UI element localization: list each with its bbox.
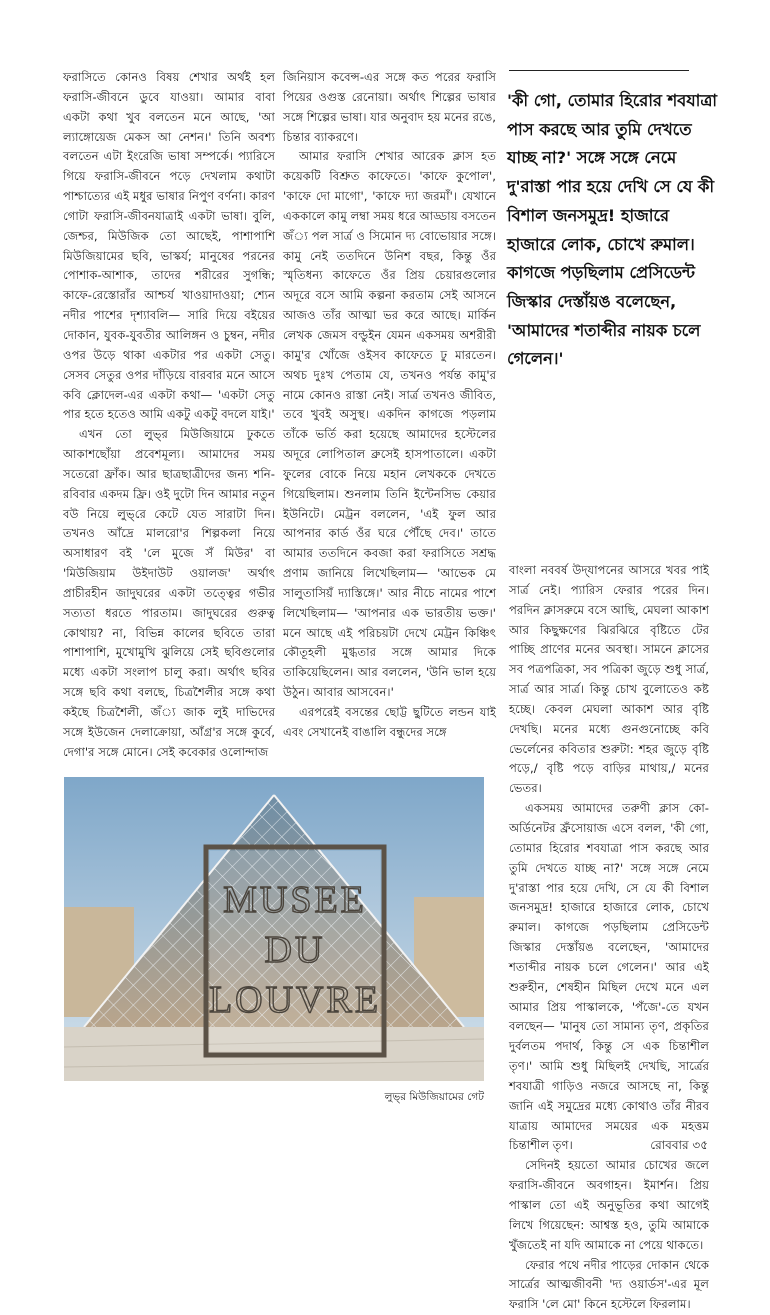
article-column-2 xyxy=(283,68,496,764)
paragraph: জিনিয়াস কবেন্স-এর সঙ্গে কত পরের ফরাসি পিয়ের ওগুস্ত রেনোয়া। অর্থাৎ শিল্পের ভাষার সঙ্গে শিল্পের ভাষা। যার অনুবাদ হয় মনের রঙে, চিন্তার ব্যাকরণে। xyxy=(283,70,496,144)
paragraph: এখন তো লুভ্‌র মিউজিয়ামে ঢুকতে আকাশছোঁয়া প্রবেশমূল্য। আমাদের সময় সতেরো ফ্রাঁক। আর ছাত্রছাত্রীদের জন্য শনি-রবিবার একদম ফ্রি। ওই দুটো দিন আমার নতুন বউ নিয়ে লুভ্‌রে কেটে যেত সারাটা দিন। তখনও আঁদ্রে মালরো'র শিল্পকলা নিয়ে অসাধারণ বই 'লে মুজে সঁ মিউর' বা 'মিউজিয়াম উইদাউট ওয়ালজ' অর্থাৎ প্রাচীরহীন জাদুঘরের একটা তত্ত্বের গভীর সত্যতা ধরতে পারতাম। জাদুঘরের গুরুত্ব কোথায়? না, বিভিন্ন কালের ছবিতে তারা পাশাপাশি, মুখোমুখি ঝুলিয়ে সেই ছবিগুলোর মধ্যে একটা সংলাপ চালু করা। অর্থাৎ ছবির সঙ্গে ছবি কথা বলছে, চিত্রশৈলীর সঙ্গে কথা কইছে চিত্রশৈলী, জঁ্য জাক লুই দাভিদের সঙ্গে ইউজেন দেলাক্রোয়া, আঁগ্র'র সঙ্গে কুর্বে, দেগা'র সঙ্গে মোনে। সেই কবেকার ওলোন্দাজ xyxy=(63,427,275,759)
sign-text-du: DU xyxy=(264,929,326,971)
paragraph: বাংলা নববর্ষ উদ্‌যাপনের আসরে খবর পাই সার্ত্র নেই। প্যারিস ফেরার পরের দিন। পরদিন ক্লাসরুমে বসে আছি, মেঘলা আকাশ আর কিছুক্ষণের ঝিরঝিরে বৃষ্টিতে টের পাচ্ছি প্রাণের মনের অবস্থা। সামনে ক্লাসের সব পত্রপত্রিকা, সব পত্রিকা জুড়ে শুধু সার্ত্র, সার্ত্র আর সার্ত্র। কিন্তু চোখ বুলোতেও কষ্ট হচ্ছে। কেবল মেঘলা আকাশ আর বৃষ্টি দেখছি। মনের মধ্যে গুনগুনোচ্ছে কবি ভের্লেনের কবিতার শুরুটা: শহর জুড়ে বৃষ্টি পড়ে,/ বৃষ্টি পড়ে বাড়ির মাথায়,/ মনের ভেতর। xyxy=(509,563,709,796)
page-folio: রোববার ৩৫ xyxy=(650,1138,708,1152)
pullquote: 'কী গো, তোমার হিরোর শবযাত্রা পাস করছে আর তুমি দেখতে যাচ্ছ না?' সঙ্গে সঙ্গে নেমে দু'রাস্তা পার হয়ে দেখি সে যে কী বিশাল জনসমুদ্র! হাজারে হাজারে লোক, চোখে রুমাল। কাগজে পড়ছিলাম প্রেসিডেন্ট জিস্কার দেস্তাঁয়ঙ বলেছেন, 'আমাদের শতাব্দীর নায়ক চলে গেলেন।' xyxy=(507,91,718,369)
pullquote-rule xyxy=(509,70,689,71)
photo-caption: লুভ্‌র মিউজিয়ামের গেট xyxy=(384,1091,484,1103)
louvre-gate-photo xyxy=(64,777,484,1081)
sign-text-louvre: LOUVRE xyxy=(208,979,382,1021)
paragraph: এরপরেই বসন্তের ছোট্ট ছুটিতে লন্ডন যাই এবং সেখানেই বাঙালি বন্ধুদের সঙ্গে xyxy=(283,705,496,739)
sign-text-musee: MUSEE xyxy=(223,879,367,921)
paragraph: ফরাসিতে কোনও বিষয় শেখার অর্থই হল ফরাসি-জীবনে ডুবে যাওয়া। আমার বাবা একটা কথা খুব বলতেন মনে আছে, 'আ ল্যাঙ্গোয়েজ মেকস আ নেশন।' তিনি অবশ্য বলতেন এটা ইংরেজি ভাষা সম্পর্কে। প্যারিসে গিয়ে ফরাসি-জীবনে পড়ে দেখলাম কথাটা পাশ্চাত্যের এই মধুর ভাষার নিপুণ বর্ণনা। কারণ গোটা ফরাসি-জীবনযাত্রাই একটা ভাষা। বুলি, জেশ্চর, মিউজিক তো আছেই, পাশাপাশি মিউজিয়ামের ছবি, ভাস্কর্য; মানুষের পরনের পোশাক-আশাক, তাদের শরীরের সুগন্ধি; কাফে-রেস্তোরাঁর আশ্চর্য খাওয়াদাওয়া; শ্যেন নদীর পাশের দৃশ্যাবলি— সারি দিয়ে বইয়ের দোকান, যুবক-যুবতীর আলিঙ্গন ও চুম্বন, নদীর ওপর উড়ে থাকা একটার পর একটা সেতু। সেসব সেতুর ওপর দাঁড়িয়ে বারবার মনে আসে কবি ক্লোদেল-এর একটা কথা— 'একটা সেতু পার হতে হতেও আমি একটু একটু বদলে যাই।' xyxy=(63,70,275,422)
paragraph: একসময় আমাদের তরুণী ক্লাস কো-অর্ডিনেটর ফ্রঁসোয়াজ এসে বলল, 'কী গো, তোমার হিরোর শবযাত্রা পাস করছে আর তুমি দেখতে যাচ্ছ না?' সঙ্গে সঙ্গে নেমে দু'রাস্তা পার হয়ে দেখি, সে যে কী বিশাল জনসমুদ্র! হাজারে হাজারে লোক, চোখে রুমাল। কাগজে পড়ছিলাম প্রেসিডেন্ট জিস্কার দেস্তাঁয়ঙ বলেছেন, 'আমাদের শতাব্দীর নায়ক চলে গেলেন।' আর এই শুরুহীন, শেষহীন মিছিল দেখে মনে এল আমার প্রিয় পাস্কালকে, 'পঁজে'-তে যখন বলছেন— 'মানুষ তো সামান্য তৃণ, প্রকৃতির দুর্বলতম পদার্থ, কিন্তু সে এক চিন্তাশীল তৃণ।' আমি শুধু মিছিলই দেখছি, সার্ত্রের শবযাত্রী গাড়িও নজরে আসছে না, কিন্তু জানি এই সমুদ্রের মধ্যে কোথাও তাঁর নীরব যাত্রায় আমাদের সময়ের এক মহত্তম চিন্তাশীল তৃণ। xyxy=(509,801,709,1153)
paragraph: ফেরার পথে নদীর পাড়ের দোকান থেকে সার্ত্রের আত্মজীবনী 'দ্য ওয়ার্ডস'-এর মূল ফরাসি 'লে মো' কিনে হস্টেলে ফিরলাম। xyxy=(509,1257,709,1312)
article-column-1 xyxy=(63,68,275,764)
paragraph: সেদিনই হয়তো আমার চোখের জলে ফরাসি-জীবনে অবগাহন। ইমার্শন। প্রিয় পাস্কাল তো এই অনুভূতির কথা আগেই লিখে গিয়েছেন: আশ্বস্ত হও, তুমি আমাকে খুঁজতেই না যদি আমাকে না পেয়ে থাকতে। xyxy=(509,1158,709,1252)
paragraph: আমার ফরাসি শেখার আরেক ক্লাস হত কয়েকটি বিশ্রুত কাফেতে। 'কাফে কুপোল', 'কাফে দো মাগো', 'কাফে দ্যা জরমাঁ'। যেখানে এককালে কামু লম্বা সময় ধরে আড্ডায় বসতেন জঁ্য পল সার্ত্র ও সিমোন দ্য বোভোয়ার সঙ্গে। কামু নেই ততদিনে উনিশ বছর, কিন্তু ওঁর স্মৃতিধন্য কাফেতে ওঁর প্রিয় চেয়ারগুলোর অদূরে বসে আমি কল্পনা করতাম সেই আসনে আজও তাঁর আত্মা ভর করে আছে। মার্কিন লেখক জেমস বল্ডুইন যেমন একসময় অশরীরী কামু'র খোঁজে ওইসব কাফেতে ঢু মারতেন। অথচ দুঃখ পেতাম যে, তখনও পর্যন্ত কামু'র নামে কোনও রাস্তা নেই। সার্ত্র তখনও জীবিত, তবে খুবই অসুস্থ। একদিন কাগজে পড়লাম তাঁকে ভর্তি করা হয়েছে আমাদের হস্টেলের অদূরে লোপিতাল ব্রুসেই হাসপাতালে। একটা ফুলের বোকে নিয়ে মহান লেখককে দেখতে গিয়েছিলাম। শুনলাম তিনি ইন্টেনসিভ কেয়ার ইউনিটে। মেট্রন বললেন, 'এই ফুল আর আপনার কার্ড ওঁর ঘরে পৌঁছে দেব।' তাতে আমার ততদিনে কবজা করা ফরাসিতে সশ্রদ্ধ প্রণাম জানিয়ে লিখেছিলাম— 'আভেক মে সালুতাসিয়ঁ দ্যাস্তিঙ্গে।' আর নীচে নামের পাশে লিখেছিলাম— 'আপনার এক ভারতীয় ভক্ত।' মনে আছে এই পরিচয়টা দেখে মেট্রন কিঞ্চিৎ কৌতূহলী মুগ্ধতার সঙ্গে আমার দিকে তাকিয়েছিলেন। আর বললেন, 'উনি ভাল হয়ে উঠুন। আবার আসবেন।' xyxy=(283,149,496,700)
